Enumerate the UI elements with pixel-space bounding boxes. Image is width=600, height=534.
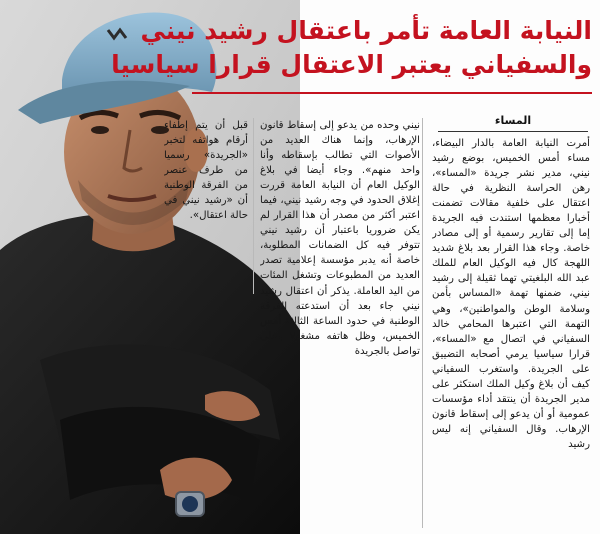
headline-rule [192,92,592,94]
article-column-middle [260,118,420,532]
article-column-left [164,118,248,288]
column-left-text: قبل أن يتم إطفاء أرقام هواتفه لتخبر «الجريدة» رسميا من طرف عنصر من الفرقة الوطنية أن «رشيد نيني في حالة اعتقال». [164,120,248,222]
headline-line-1: النيابة العامة تأمر باعتقال رشيد نيني [140,16,592,45]
byline: المساء [494,114,532,127]
headline-line-2: والسفياني يعتبر الاعتقال قرارا سياسيا [111,50,592,79]
column-right-text: أمرت النيابة العامة بالدار البيضاء، مساء أمس الخميس، بوضع رشيد نيني، مدير نشر جريدة «المساء»، رهن الحراسة النظرية في حالة اعتقال على خلفية مقالات تضمنت أخبارا معظمها استندت فيه الجريدة إما إلى تقارير رسمية أو إلى مصادر خاصة. وجاء هذا القرار بعد بلاغ شديد اللهجة كال فيه الوكيل العام للملك عبد الله البلغيتي تهما ثقيلة إلى رشيد نيني، ضمنها تهمة «المساس بأمن وسلامة الوطن والمواطنين»، وهي التهمة التي اعتبرها المحامي خالد السفياني في اتصال مع «المساء»، قرارا سياسيا يرمي أصحابه التضييق على الجريدة. واستغرب السفياني كيف أن بلاغ وكيل الملك استكثر على مدير الجريدة أن ينتقد أداء مؤسسات عمومية أو أن يدعو إلى إسقاط قانون الإرهاب. وقال السفياني إنه ليس رشيد [432,138,590,450]
byline-rule [438,131,588,132]
column-middle-text: نيني وحده من يدعو إلى إسقاط قانون الإرهاب، وإنما هناك العديد من الأصوات التي تطالب بإسقاطه وأنا واحد منهم». وجاء أيضا في بلاغ الوكيل العام أن النيابة العامة قررت إغلاق الحدود في وجه رشيد نيني، فيما اعتبر أكثر من مصدر أن هذا القرار لم يكن ضروريا باعتبار أن رشيد نيني تتوفر فيه كل الضمانات المطلوبة، خاصة أنه يدبر مؤسسة إعلامية تصدر العديد من المطبوعات وتشغل المئات من اليد العاملة. يذكر أن اعتقال رشيد نيني جاء بعد أن استدعته الفرقة الوطنية في حدود الساعة الثالثة أمس الخميس، وظل هاتفه مشغولا وعلى تواصل بالجريدة [260,120,420,357]
headline [111,14,592,82]
article-column-right [432,136,590,530]
column-divider [422,118,423,528]
column-divider [253,118,254,294]
